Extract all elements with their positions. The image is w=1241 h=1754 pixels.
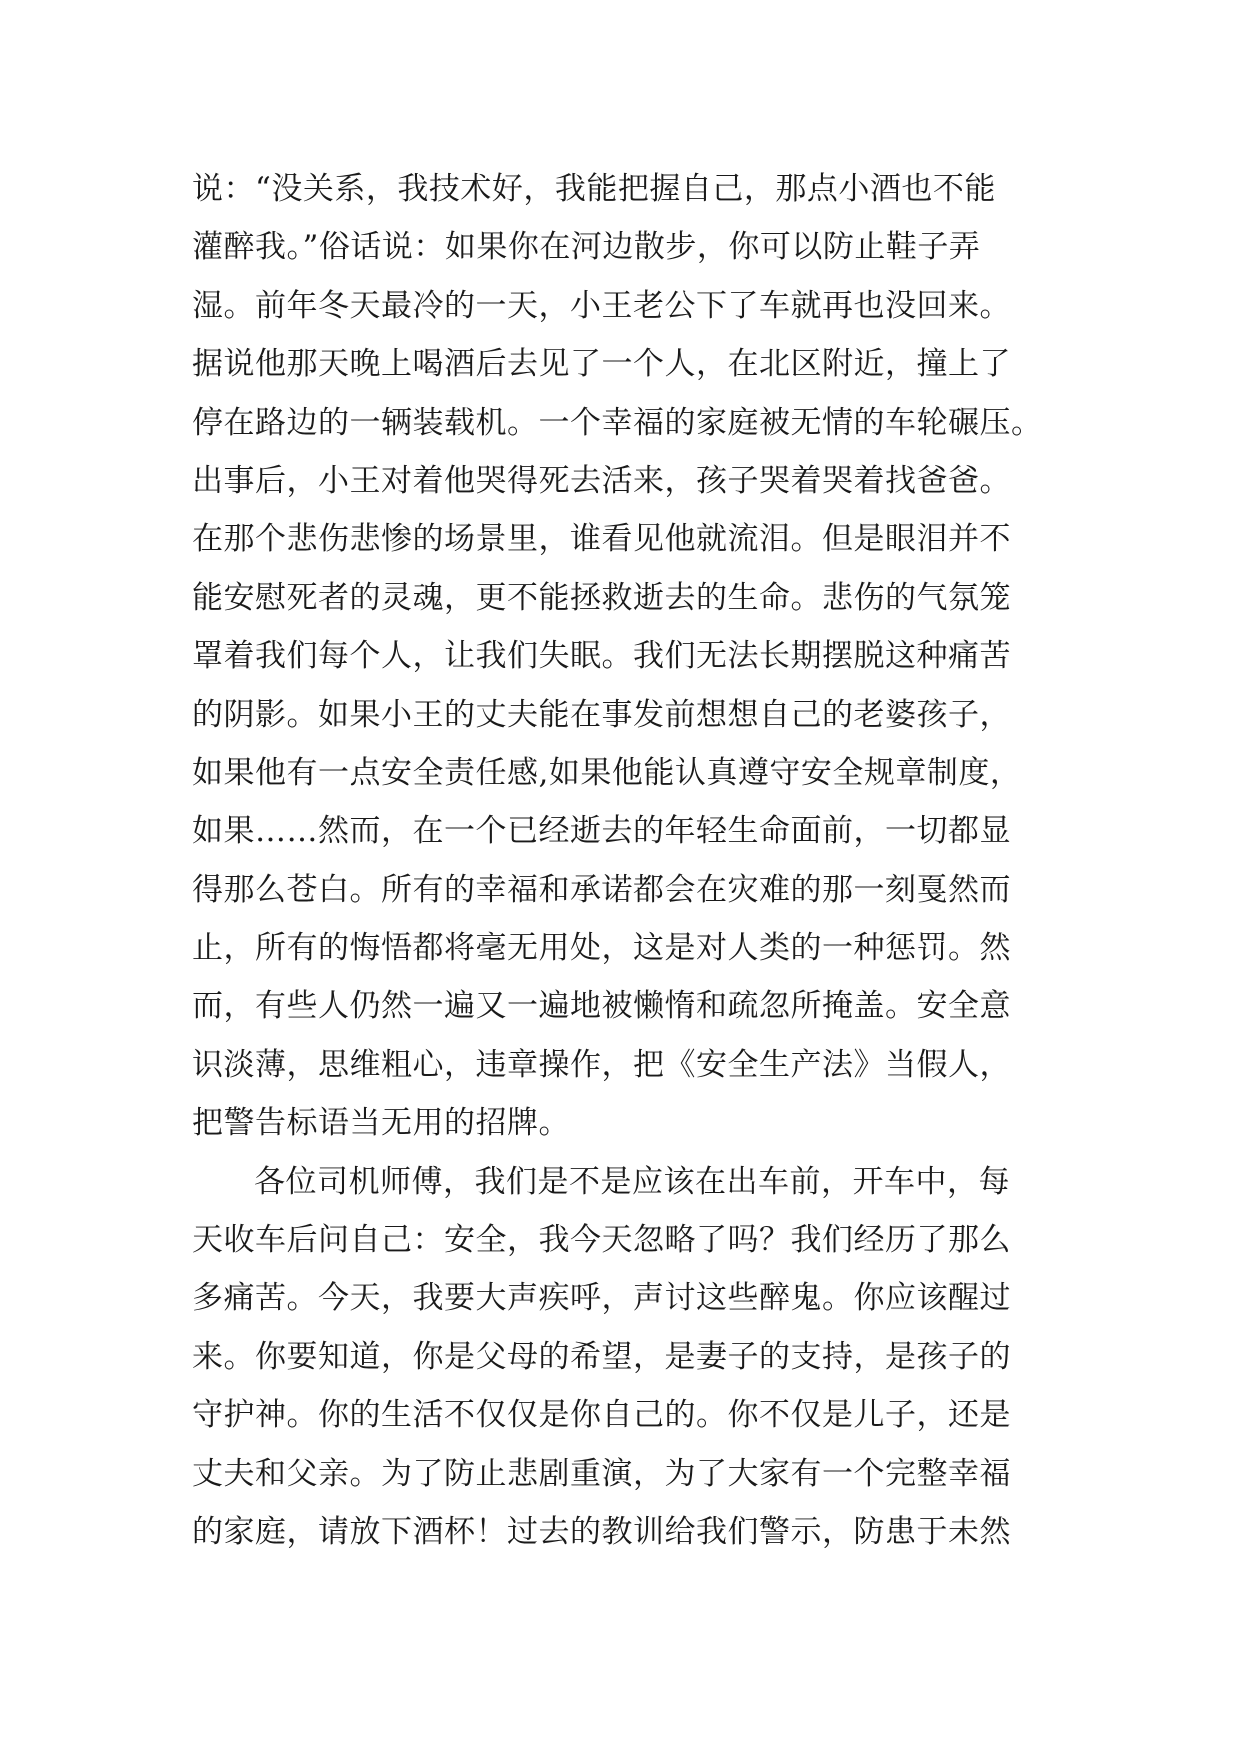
- text-line: 的家庭，请放下酒杯！过去的教训给我们警示，防患于未然: [192, 1513, 1011, 1550]
- text-line: 止，所有的悔悟都将毫无用处，这是对人类的一种惩罚。然: [192, 930, 1011, 967]
- text-line: 而，有些人仍然一遍又一遍地被懒惰和疏忽所掩盖。安全意: [192, 988, 1011, 1025]
- text-line: 丈夫和父亲。为了防止悲剧重演，为了大家有一个完整幸福: [192, 1455, 1011, 1492]
- text-line: 如果他有一点安全责任感,如果他能认真遵守安全规章制度，: [192, 754, 1022, 791]
- text-line: 识淡薄，思维粗心，违章操作，把《安全生产法》当假人，: [192, 1046, 1011, 1083]
- paragraph-first-line: 各位司机师傅，我们是不是应该在出车前，开车中，每: [254, 1163, 1010, 1200]
- body-text: [192, 160, 1052, 1561]
- text-line: 把警告标语当无用的招牌。: [192, 1105, 570, 1142]
- text-line: 得那么苍白。所有的幸福和承诺都会在灾难的那一刻戛然而: [192, 871, 1011, 908]
- text-line: 的阴影。如果小王的丈夫能在事发前想想自己的老婆孩子，: [192, 696, 1011, 733]
- text-line: 出事后，小王对着他哭得死去活来，孩子哭着哭着找爸爸。: [192, 462, 1011, 499]
- text-line: 停在路边的一辆装载机。一个幸福的家庭被无情的车轮碾压。: [192, 404, 1043, 441]
- text-line: 灌醉我。”俗话说：如果你在河边散步，你可以防止鞋子弄: [192, 229, 981, 266]
- text-line: 说：“没关系，我技术好，我能把握自己，那点小酒也不能: [192, 171, 996, 207]
- text-line: 多痛苦。今天，我要大声疾呼，声讨这些醉鬼。你应该醒过: [192, 1280, 1011, 1317]
- text-line: 天收车后问自己：安全，我今天忽略了吗？我们经历了那么: [192, 1222, 1011, 1259]
- text-line: 守护神。你的生活不仅仅是你自己的。你不仅是儿子，还是: [192, 1397, 1011, 1434]
- text-line: 湿。前年冬天最冷的一天，小王老公下了车就再也没回来。: [192, 287, 1011, 324]
- text-line: 在那个悲伤悲惨的场景里，谁看见他就流泪。但是眼泪并不: [192, 521, 1011, 558]
- text-line: 来。你要知道，你是父母的希望，是妻子的支持，是孩子的: [192, 1338, 1011, 1375]
- text-line: 如果……然而，在一个已经逝去的年轻生命面前，一切都显: [192, 813, 1011, 850]
- text-line: 能安慰死者的灵魂，更不能拯救逝去的生命。悲伤的气氛笼: [192, 579, 1011, 616]
- text-line: 据说他那天晚上喝酒后去见了一个人，在北区附近，撞上了: [192, 346, 1011, 383]
- text-line: 罩着我们每个人，让我们失眠。我们无法长期摆脱这种痛苦: [192, 638, 1011, 675]
